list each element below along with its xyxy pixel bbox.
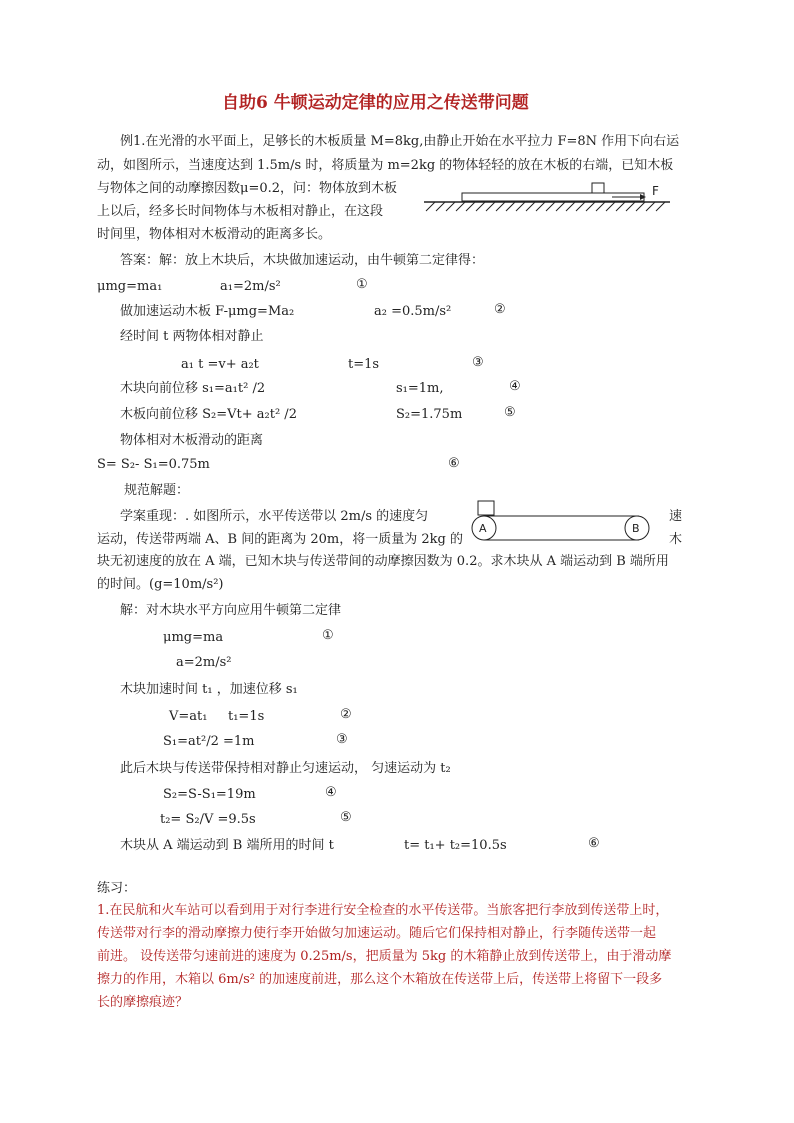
standard-heading: 规范解题：	[124, 483, 190, 498]
solution2-line4-num: ②	[340, 707, 352, 722]
answer1-eq6-intro: 物体相对木板滑动的距离	[120, 433, 264, 448]
practice-q1-line2: 传送带对行李的滑动摩擦力使行李开始做匀加速运动。随后它们保持相对静止，行李随传送带一起	[97, 926, 657, 941]
answer1-eq3-mid: t=1s	[348, 357, 380, 372]
answer1-eq4-num: ④	[509, 379, 521, 394]
solution2-line5-num: ③	[336, 732, 348, 747]
standard-line4: 的时间。(g=10m/s²)	[97, 577, 224, 592]
answer1-eq2-num: ②	[494, 302, 506, 317]
solution2-line6: 此后木块与传送带保持相对静止匀速运动， 匀速运动为 t₂	[120, 761, 451, 776]
solution2-line7-num: ④	[325, 785, 337, 800]
practice-heading: 练习：	[97, 881, 137, 896]
answer1-eq3-left: a₁ t =v+ a₂t	[181, 357, 259, 372]
standard-line3: 块无初速度的放在 A 端，已知木块与传送带间的动摩擦因数为 0.2。求木块从 A 端运动到 B 端所用	[97, 554, 669, 569]
standard-line1-right: 速	[669, 509, 683, 524]
example1-line1: 例1.在光滑的水平面上，足够长的木板质量 M=8kg,由静止开始在水平拉力 F=8N 作用下向右运	[120, 134, 680, 149]
solution2-line9-num: ⑥	[588, 836, 600, 851]
answer1-eq6-num: ⑥	[448, 456, 460, 471]
solution2-line5: S₁=at²/2 =1m	[163, 734, 255, 749]
standard-line2-right: 木	[669, 532, 683, 547]
practice-q1-line3: 前进。 设传送带匀速前进的速度为 0.25m/s，把质量为 5kg 的木箱静止放到传送带上，由于滑动摩	[97, 949, 672, 964]
answer1-eq3-num: ③	[472, 355, 484, 370]
answer1-eq1-num: ①	[356, 277, 368, 292]
solution2-line4a: V=at₁	[169, 709, 208, 724]
practice-q1-line1: 1.在民航和火车站可以看到用于对行李进行安全检查的水平传送带。当旅客把行李放到传送带上时，	[97, 903, 669, 918]
solution2-line8-num: ⑤	[340, 810, 352, 825]
conveyor-figure	[469, 498, 655, 542]
block	[592, 183, 604, 193]
answer1-eq1-left: μmg=ma₁	[97, 279, 163, 294]
answer1-eq6-left: S= S₂- S₁=0.75m	[97, 457, 210, 472]
solution2-line8: t₂= S₂/V =9.5s	[160, 812, 256, 827]
practice-q1-line4: 擦力的作用，木箱以 6m/s² 的加速度前进，那么这个木箱放在传送带上后，传送带上将留下一段多	[97, 972, 663, 987]
answer1-eq4-left: 木块向前位移 s₁=a₁t² /2	[120, 381, 266, 396]
solution2-line1: μmg=ma	[163, 630, 224, 645]
force-label: F	[652, 184, 659, 198]
answer1-eq1-mid: a₁=2m/s²	[220, 279, 281, 294]
page-title: 自助6 牛顿运动定律的应用之传送带问题	[222, 93, 529, 113]
solution2-line3: 木块加速时间 t₁ ，加速位移 s₁	[120, 682, 298, 697]
solution2-line2: a=2m/s²	[176, 655, 232, 670]
standard-line1: 学案重现：. 如图所示，水平传送带以 2m/s 的速度匀	[120, 509, 429, 524]
answer1-eq5-left: 木板向前位移 S₂=Vt+ a₂t² /2	[120, 407, 297, 422]
standard-line2: 运动，传送带两端 A、B 间的距离为 20m，将一质量为 2kg 的	[97, 532, 463, 547]
solution2-line9-mid: t= t₁+ t₂=10.5s	[404, 838, 507, 853]
example1-line2: 动，如图所示，当速度达到 1.5m/s 时，将质量为 m=2kg 的物体轻轻的放在木板的右端，已知木板	[97, 158, 674, 173]
solution2-intro: 解：对木块水平方向应用牛顿第二定律	[120, 603, 342, 618]
solution2-line1-num: ①	[322, 628, 334, 643]
answer1-eq3-intro: 经时间 t 两物体相对静止	[120, 329, 264, 344]
example1-line5: 时间里，物体相对木板滑动的距离多长。	[97, 227, 332, 242]
solution2-line7: S₂=S-S₁=19m	[163, 787, 256, 802]
board-figure	[422, 180, 672, 216]
answer1-eq2-left: 做加速运动木板 F-μmg=Ma₂	[120, 304, 295, 319]
ground-hatch	[426, 202, 665, 211]
answer1-eq5-mid: S₂=1.75m	[396, 407, 463, 422]
answer1-eq2-mid: a₂ =0.5m/s²	[374, 304, 452, 319]
solution2-line9: 木块从 A 端运动到 B 端所用的时间 t	[120, 838, 334, 853]
wheel-b-label: B	[632, 522, 640, 535]
answer1-intro: 答案：解：放上木块后，木块做加速运动，由牛顿第二定律得：	[120, 253, 485, 268]
box-on-belt	[478, 501, 494, 515]
solution2-line4b: t₁=1s	[228, 709, 265, 724]
practice-q1-line5: 长的摩擦痕迹？	[97, 995, 189, 1010]
wheel-a-label: A	[479, 522, 487, 535]
answer1-eq5-num: ⑤	[504, 405, 516, 420]
example1-line4: 上以后，经多长时间物体与木板相对静止，在这段	[97, 204, 384, 219]
force-arrowhead	[640, 194, 646, 200]
example1-line3: 与物体之间的动摩擦因数μ=0.2，问：物体放到木板	[97, 181, 398, 196]
answer1-eq4-mid: s₁=1m,	[396, 381, 444, 396]
